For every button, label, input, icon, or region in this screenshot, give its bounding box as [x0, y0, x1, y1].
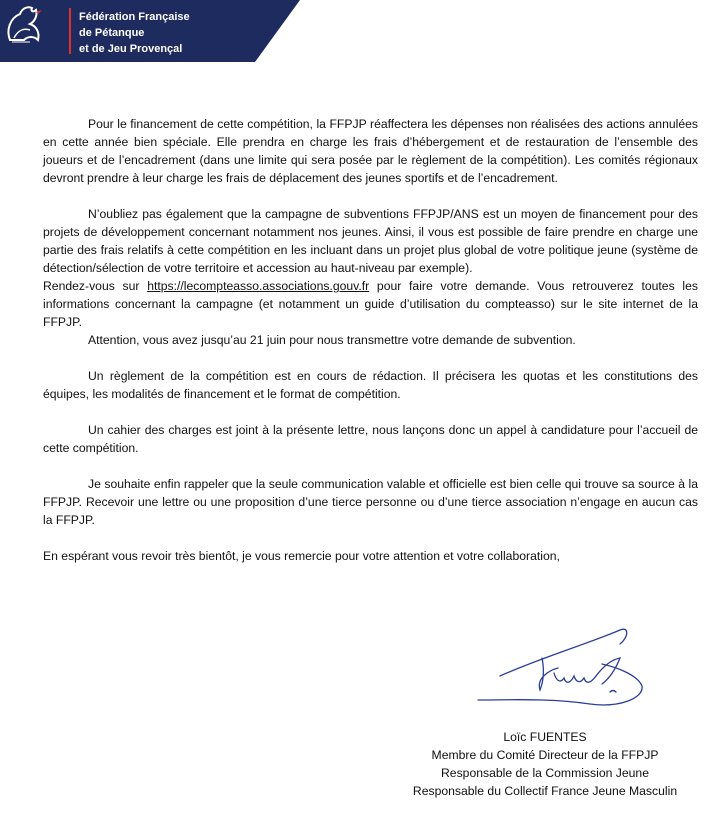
signatory-title-3: Responsable du Collectif France Jeune Masculin	[412, 784, 678, 798]
handwritten-signature	[470, 618, 650, 718]
federation-name-line-1: Fédération Française	[79, 11, 190, 23]
paragraph-deadline: Attention, vous avez jusqu’au 21 juin pour nous transmettre votre demande de subvention.	[88, 333, 576, 347]
signatory-title-2: Responsable de la Commission Jeune	[441, 766, 649, 780]
compteasso-link[interactable]: https://lecompteasso.associations.gouv.fr	[147, 279, 370, 293]
paragraph-compteasso-rest: pour faire votre demande. Vous retrouverez toutes les informations concernant la campagne (et notamment un guide d’utilisation du compteasso) sur le site internet de la FFPJP.	[43, 279, 698, 329]
rooster-logo-icon	[0, 0, 48, 52]
paragraph-official-communication: Je souhaite enfin rappeler que la seule communication valable et officielle est bien celle qui trouve sa source à la FFPJP. Recevoir une lettre ou une proposition d’une tierce personne ou d’une tierce association n’engage en aucun cas la FFPJP.	[43, 477, 698, 527]
federation-name-line-3: et de Jeu Provençal	[79, 43, 183, 55]
letterhead-band	[0, 0, 300, 62]
paragraph-subsidy-campaign: N’oubliez pas également que la campagne de subventions FFPJP/ANS est un moyen de financement pour des projets de développement concernant notamment nos jeunes. Ainsi, il vous est possible de faire prendre en charge une partie des frais relatifs à cette compétition en les incluant dans un projet plus global de votre politique jeune (système de détection/sélection de votre territoire et accession au haut-niveau par exemple).	[43, 207, 698, 275]
federation-name-line-2: de Pétanque	[79, 27, 145, 39]
accent-divider	[69, 8, 71, 54]
signatory-name: Loïc FUENTES	[503, 730, 587, 744]
letter-body	[43, 115, 698, 565]
paragraph-rules: Un règlement de la compétition est en cours de rédaction. Il précisera les quotas et les constitutions des équipes, les modalités de financement et le format de compétition.	[43, 369, 698, 401]
federation-name	[79, 9, 190, 57]
paragraph-compteasso	[43, 277, 698, 331]
signatory-title-1: Membre du Comité Directeur de la FFPJP	[431, 748, 659, 762]
signatory-block	[380, 728, 710, 800]
paragraph-compteasso-intro: Rendez-vous sur	[43, 279, 148, 293]
paragraph-specifications: Un cahier des charges est joint à la présente lettre, nous lançons donc un appel à candidature pour l’accueil de cette compétition.	[43, 423, 698, 455]
paragraph-financing: Pour le financement de cette compétition, la FFPJP réaffectera les dépenses non réalisées des actions annulées en cette année bien spéciale. Elle prendra en charge les frais d’hébergement et de restauration de l’ensemble des joueurs et de l’encadrement (dans une limite qui sera posée par le règlement de la compétition). Les comités régionaux devront prendre à leur charge les frais de déplacement des jeunes sportifs et de l’encadrement.	[43, 117, 698, 185]
closing-sentence: En espérant vous revoir très bientôt, je vous remercie pour votre attention et votre collaboration,	[43, 549, 560, 563]
